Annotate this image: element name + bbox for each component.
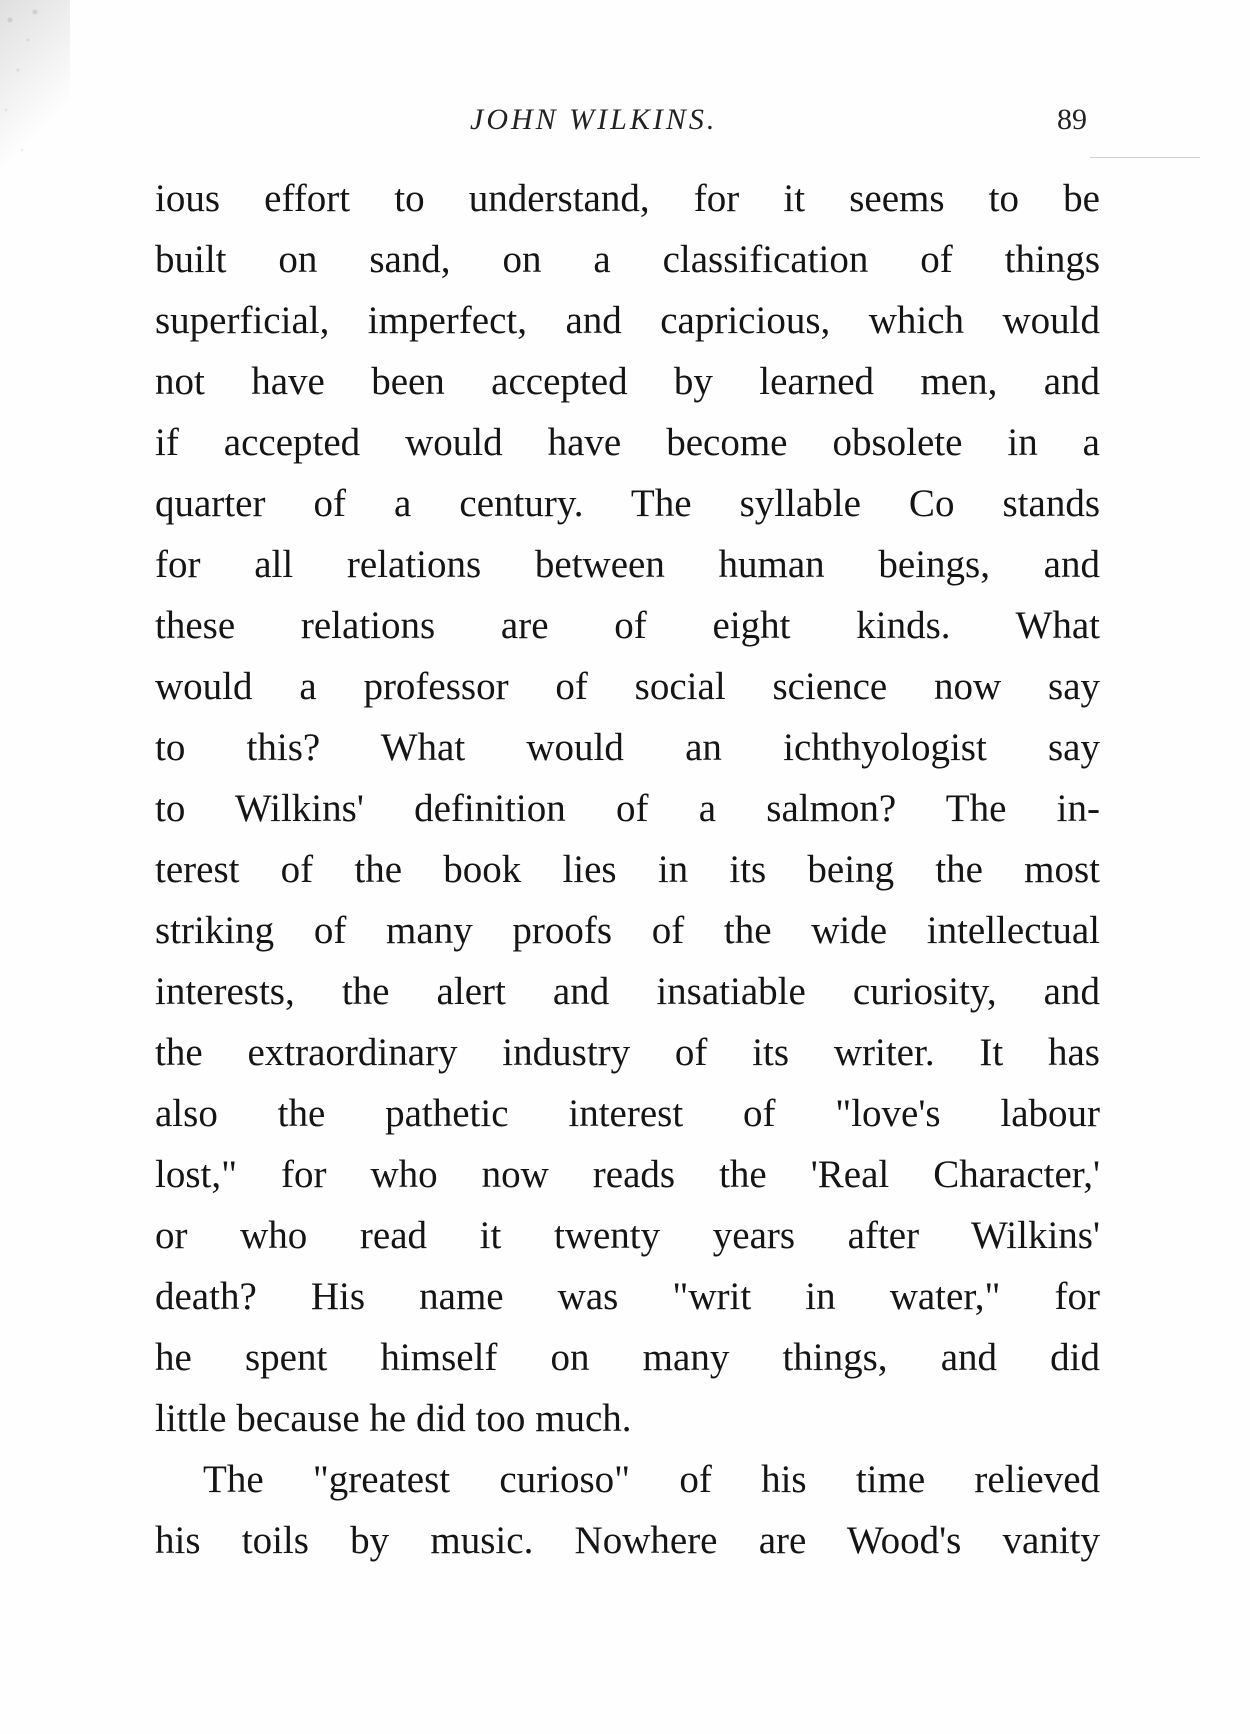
text-line: terest of the book lies in its being the most [155, 848, 1100, 891]
text-line: not have been accepted by learned men, and [155, 360, 1100, 403]
text-line: these relations are of eight kinds. What [155, 604, 1100, 647]
text-line: built on sand, on a classification of things [155, 238, 1100, 281]
header-rule [1090, 157, 1200, 158]
text-line: or who read it twenty years after Wilkins' [155, 1214, 1100, 1257]
text-line: quarter of a century. The syllable Co stands [155, 482, 1100, 525]
text-line: interests, the alert and insatiable curiosity, and [155, 970, 1100, 1013]
text-line: superficial, imperfect, and capricious, which would [155, 299, 1100, 342]
text-line: if accepted would have become obsolete in a [155, 421, 1100, 464]
paragraph-2 [155, 1449, 1100, 1571]
text-line: striking of many proofs of the wide intellectual [155, 909, 1100, 952]
body-text [155, 168, 1100, 1571]
text-line: lost," for who now reads the 'Real Character,' [155, 1153, 1100, 1196]
text-line: death? His name was "writ in water," for [155, 1275, 1100, 1318]
text-line: to Wilkins' definition of a salmon? The in- [155, 787, 1100, 830]
running-head [0, 95, 1250, 155]
text-line: the extraordinary industry of its writer. It has [155, 1031, 1100, 1074]
text-line: to this? What would an ichthyologist say [155, 726, 1100, 769]
text-line: little because he did too much. [155, 1397, 632, 1440]
text-line: The "greatest curioso" of his time relieved [203, 1458, 1100, 1501]
text-line: also the pathetic interest of "love's labour [155, 1092, 1100, 1135]
page-number: 89 [1057, 103, 1087, 136]
text-line: for all relations between human beings, and [155, 543, 1100, 586]
text-line: ious effort to understand, for it seems to be [155, 177, 1100, 220]
text-line: his toils by music. Nowhere are Wood's vanity [155, 1519, 1100, 1562]
running-head-title: JOHN WILKINS. [470, 103, 718, 136]
text-line: would a professor of social science now say [155, 665, 1100, 708]
paragraph-1 [155, 168, 1100, 1449]
text-line: he spent himself on many things, and did [155, 1336, 1100, 1379]
